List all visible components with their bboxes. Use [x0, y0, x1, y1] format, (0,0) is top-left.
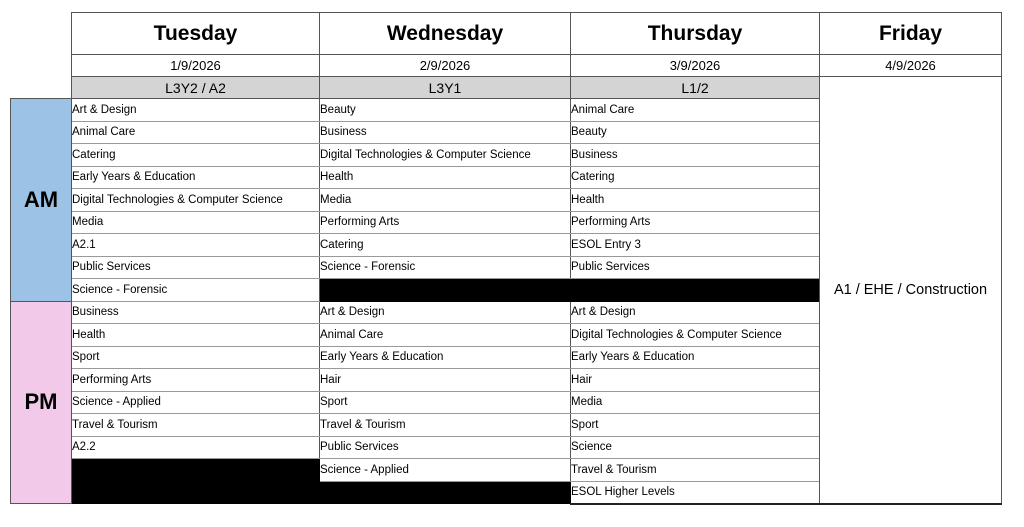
subject-cell: Business: [72, 301, 320, 324]
blocked-cell: [72, 459, 320, 504]
subject-cell: Catering: [320, 234, 571, 257]
subject-cell: Travel & Tourism: [571, 459, 820, 482]
subject-cell: Media: [571, 391, 820, 414]
subject-cell: Science - Forensic: [72, 279, 320, 302]
subject-cell: ESOL Higher Levels: [571, 481, 820, 504]
subject-cell: Performing Arts: [571, 211, 820, 234]
subject-cell: Early Years & Education: [571, 346, 820, 369]
subject-cell: Public Services: [571, 256, 820, 279]
subject-cell: Digital Technologies & Computer Science: [320, 144, 571, 167]
date-thursday: 3/9/2026: [571, 55, 820, 77]
subject-cell: Art & Design: [72, 99, 320, 122]
subject-cell: Hair: [571, 369, 820, 392]
subject-cell: Performing Arts: [72, 369, 320, 392]
date-tuesday: 1/9/2026: [72, 55, 320, 77]
group-wednesday: L3Y1: [320, 77, 571, 99]
subject-cell: Sport: [72, 346, 320, 369]
subject-cell: Media: [320, 189, 571, 212]
subject-cell: Beauty: [571, 121, 820, 144]
blocked-cell: [320, 481, 571, 504]
subject-cell: Art & Design: [320, 301, 571, 324]
subject-cell: Beauty: [320, 99, 571, 122]
subject-cell: Animal Care: [571, 99, 820, 122]
subject-cell: Public Services: [72, 256, 320, 279]
am-label: AM: [11, 99, 72, 302]
group-thursday: L1/2: [571, 77, 820, 99]
subject-cell: Travel & Tourism: [72, 414, 320, 437]
subject-cell: Art & Design: [571, 301, 820, 324]
subject-cell: Sport: [320, 391, 571, 414]
subject-cell: Early Years & Education: [320, 346, 571, 369]
blocked-cell: [320, 279, 571, 302]
subject-cell: Science - Forensic: [320, 256, 571, 279]
day-header-wednesday: Wednesday: [320, 13, 571, 55]
subject-cell: Performing Arts: [320, 211, 571, 234]
blocked-cell: [571, 279, 820, 302]
day-header-friday: Friday: [820, 13, 1002, 55]
subject-cell: Digital Technologies & Computer Science: [571, 324, 820, 347]
day-header-tuesday: Tuesday: [72, 13, 320, 55]
subject-cell: Sport: [571, 414, 820, 437]
subject-cell: Science - Applied: [320, 459, 571, 482]
subject-cell: Travel & Tourism: [320, 414, 571, 437]
day-header-thursday: Thursday: [571, 13, 820, 55]
subject-cell: Catering: [72, 144, 320, 167]
day-header-row: [11, 13, 1002, 55]
subject-cell: Health: [571, 189, 820, 212]
date-wednesday: 2/9/2026: [320, 55, 571, 77]
subject-cell: Hair: [320, 369, 571, 392]
subject-cell: Science: [571, 436, 820, 459]
group-tuesday: L3Y2 / A2: [72, 77, 320, 99]
date-row: [11, 55, 1002, 77]
subject-cell: Digital Technologies & Computer Science: [72, 189, 320, 212]
friday-note: A1 / EHE / Construction: [820, 77, 1002, 504]
subject-cell: Media: [72, 211, 320, 234]
subject-cell: Business: [571, 144, 820, 167]
subject-cell: Health: [320, 166, 571, 189]
subject-cell: Catering: [571, 166, 820, 189]
subject-cell: Early Years & Education: [72, 166, 320, 189]
subject-cell: Science - Applied: [72, 391, 320, 414]
pm-label: PM: [11, 301, 72, 504]
subject-cell: Public Services: [320, 436, 571, 459]
subject-cell: Animal Care: [320, 324, 571, 347]
group-row: [11, 77, 1002, 99]
subject-cell: Animal Care: [72, 121, 320, 144]
subject-cell: ESOL Entry 3: [571, 234, 820, 257]
date-friday: 4/9/2026: [820, 55, 1002, 77]
schedule-table: [10, 12, 1002, 505]
subject-cell: Health: [72, 324, 320, 347]
subject-cell: Business: [320, 121, 571, 144]
subject-cell: A2.1: [72, 234, 320, 257]
subject-cell: A2.2: [72, 436, 320, 459]
